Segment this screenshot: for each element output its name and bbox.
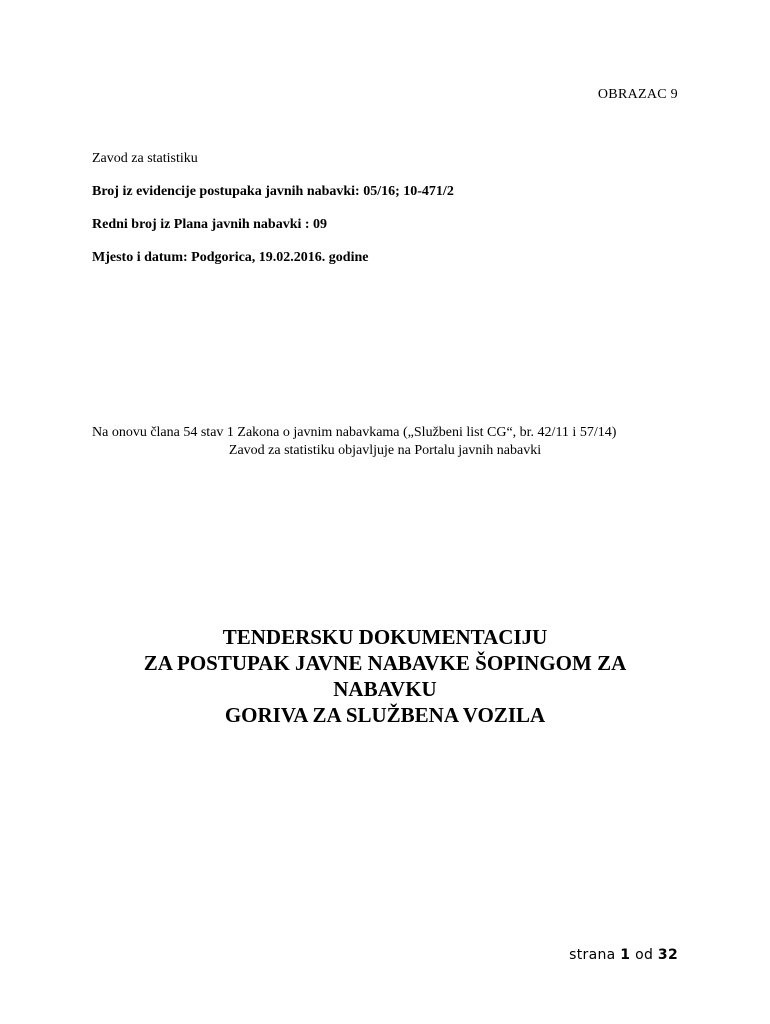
institution-name: Zavod za statistiku [92, 151, 198, 166]
place-date: Mjesto i datum: Podgorica, 19.02.2016. godine [92, 250, 369, 265]
page-counter-separator: od [635, 947, 654, 963]
title-line-1: TENDERSKU DOKUMENTACIJU [222, 625, 548, 649]
page-counter-prefix: strana [569, 947, 616, 963]
current-page-number: 1 [620, 947, 631, 963]
legal-basis-line-1: Na onovu člana 54 stav 1 Zakona o javnim nabavkama („Službeni list CG“, br. 42/11 i 57/14) [92, 425, 617, 440]
page-counter [569, 947, 678, 963]
title-line-4: GORIVA ZA SLUŽBENA VOZILA [224, 703, 546, 727]
legal-basis [92, 424, 678, 460]
title-line-3: NABAVKU [333, 677, 437, 701]
form-code: OBRAZAC 9 [597, 87, 678, 102]
total-pages-number: 32 [657, 947, 678, 963]
evidence-number: Broj iz evidencije postupaka javnih nabavki: 05/16; 10-471/2 [92, 184, 454, 199]
document-title [92, 624, 678, 728]
legal-basis-line-2: Zavod za statistiku objavljuje na Portalu javnih nabavki [228, 443, 542, 458]
document-header [92, 150, 692, 282]
plan-number: Redni broj iz Plana javnih nabavki : 09 [92, 217, 328, 232]
title-line-2: ZA POSTUPAK JAVNE NABAVKE ŠOPINGOM ZA [143, 651, 627, 675]
